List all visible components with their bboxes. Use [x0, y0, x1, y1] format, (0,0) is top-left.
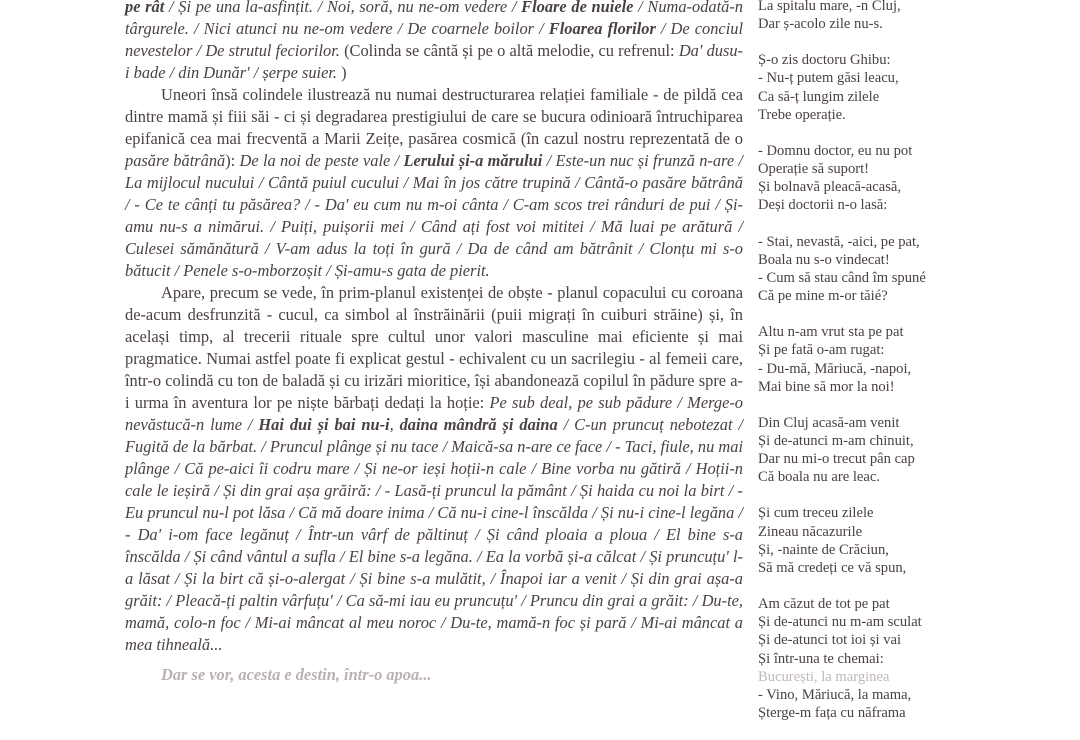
verse-line: Zineau năcazurile: [758, 523, 863, 540]
stanza-1: [758, 0, 1008, 33]
text-run: Da' dusu-i bade / din Dunăr' / șerpe suier.: [125, 41, 743, 82]
verse-line: Trebe operație.: [758, 106, 846, 123]
verse-line: Am căzut de tot pe pat: [758, 596, 890, 613]
verse-line: - Domnu doctor, eu nu pot: [758, 142, 913, 159]
verse-line: Boala nu s-o vindecat!: [758, 251, 890, 268]
verse-line: Operație să suport!: [758, 161, 870, 178]
text-run: ):: [225, 151, 240, 170]
verse-line: - Nu-ț putem găsi leacu,: [758, 70, 899, 87]
right-column-cutoff-line: București, la marginea: [758, 669, 890, 685]
verse-line: Și, -nainte de Crăciun,: [758, 541, 889, 558]
text-run: / Numa-odată-n târgurele. / Nici atunci nu ne-om vedere / De coarnele boilor /: [125, 0, 743, 38]
right-verse-column: [758, 0, 1008, 740]
text-run: Floarea florilor: [548, 19, 656, 38]
text-run: Pe sub deal, pe sub pădure / Merge-o nevăstucă-n lume /: [125, 393, 744, 434]
verse-line: Dar nu mi-o trecut pân cap: [758, 451, 915, 468]
left-column-cutoff-line: Dar se vor, acesta e destin, într-o apoa...: [161, 665, 432, 684]
verse-line: - Du-mă, Măriucă, -napoi,: [758, 360, 912, 377]
stanza-7: [758, 504, 1008, 577]
stanza-4: [758, 233, 1008, 306]
text-run: Floare de nuiele: [521, 0, 634, 16]
verse-line: Altu n-am vrut sta pe pat: [758, 324, 904, 341]
stanza-3: [758, 142, 1008, 215]
stanza-8: [758, 595, 1008, 668]
verse-line: Că pe mine m-or tăié?: [758, 288, 888, 305]
verse-line: Mai bine să mor la noi!: [758, 378, 895, 395]
verse-line: La spitalu mare, -n Cluj,: [758, 0, 901, 14]
text-run: / Și pe una la-asfințit. / Noi, soră, nu ne-om vedere /: [164, 0, 522, 16]
verse-line: Și pe fată o-am rugat:: [758, 342, 885, 359]
text-run: Hai dui și bai nu-i: [258, 415, 390, 434]
text-run: pe rât: [125, 0, 165, 16]
stanza-2: [758, 51, 1008, 124]
verse-line: Ș-o zis doctoru Ghibu:: [758, 52, 891, 69]
verse-line: Că boala nu are leac.: [758, 469, 880, 486]
para-uneori: [125, 84, 743, 282]
text-run: / De conciul nevestelor / De strutul feciorilor.: [125, 19, 743, 60]
verse-line: Și într-una te chemai:: [758, 650, 884, 667]
text-run: / Este-un nuc și frunză n-are / La mijlocul nucului / Cântă puiul cucului / Mai în jos către trupină / Cântă-o pasăre bătrână / - Ce te cânți tu păsărea? / - Da' eu cum nu m-oi cânta / C-am scos trei rânduri de pui / Și-amu nu-s a nimărui. / Puiți, puișorii mei / Când ați fost voi mititei / Mă luai pe arătură / Culesei sămănătură / V-am adus la toți în gură / Da de când am bătrânit / Clonțu mi s-o bătucit / Penele s-o-mborzoșit / Și-amu-s gata de pierit.: [125, 151, 743, 280]
text-run: Uneori însă colindele ilustrează nu numai destructurarea relației familiale - de pildă cea dintre mamă și fiii săi - ci și degradarea prestigiului de care se bucura odinioară întruchiparea epifanică cea mai frecventă a Marii Zeițe, pasărea cosmică (în cazul nostru reprezentată de o: [125, 85, 743, 148]
verse-line: Și de-atunci tot ioi și vai: [758, 632, 902, 649]
text-run: pasăre bătrână: [125, 151, 226, 170]
verse-line: Și bolnavă pleacă-acasă,: [758, 179, 902, 196]
verse-line: Și de-atunci nu m-am sculat: [758, 614, 922, 631]
text-run: De la noi de peste vale /: [239, 151, 404, 170]
verse-line: Să mă credeți ce vă spun,: [758, 559, 907, 576]
verse-line: - Cum să stau când îm spuné: [758, 269, 926, 286]
para-colinda-refren: [125, 0, 743, 84]
text-run: ,: [389, 415, 400, 434]
stanza-6: [758, 414, 1008, 487]
verse-line: Șterge-m fața cu năframa: [758, 704, 906, 721]
stanza-9: [758, 686, 1008, 722]
verse-line: Și de-atunci m-am chinuit,: [758, 432, 914, 449]
stanza-5: [758, 323, 1008, 396]
verse-line: Ca să-ț lungim zilele: [758, 88, 880, 105]
text-run: ): [337, 63, 347, 82]
verse-line: Din Cluj acasă-am venit: [758, 414, 900, 431]
text-run: daina mândră și daina: [399, 415, 558, 434]
verse-line: Deși doctorii n-o lasă:: [758, 197, 888, 214]
verse-line: Dar ș-acolo zile nu-s.: [758, 16, 883, 33]
text-run: Apare, precum se vede, în prim-planul existenței de obște - planul copacului cu coroana de-acum desfrunzită - cucul, ca simbol al înstrăinării (puii migrați în cuiburi străine) și, în același timp, al trecerii rituale spre cultul unor valori masculine mai eficiente și mai pragmatice. Numai astfel poate fi explicat gestul - echivalent cu un sacrilegiu - al femeii care, într-o colindă cu ton de baladă și cu irizări mioritice, își abandonează copilul în pădure spre a-i urma în aventura lor pe niște bărbați dedați la hoție:: [125, 283, 743, 412]
verse-line: - Vino, Măriucă, la mama,: [758, 686, 912, 703]
verse-line: Și cum treceu zilele: [758, 505, 874, 522]
para-apare: [125, 282, 743, 656]
left-text-column: [125, 0, 743, 656]
text-run: (Colinda se cântă și pe o altă melodie, cu refrenul:: [339, 41, 679, 60]
verse-line: - Stai, nevastă, -aici, pe pat,: [758, 233, 920, 250]
text-run: / C-un pruncuț nebotezat / Fugită de la bărbat. / Pruncul plânge și nu tace / Maică-sa n-are ce face / - Taci, fiule, nu mai plânge / Că pe-aici îi codru mare / Și ne-or ieși hoții-n cale / Bine vorba nu gătiră / Hoții-n cale le ieșiră / Și din grai așa grăiră: / - Lasă-ți pruncul la pământ / Și haida cu noi la birt / - Eu pruncul nu-l pot lăsa / Că mă doare inima / Că nu-i cine-l înscălda / Și nu-i cine-l legăna / - Da' i-om face legănuț / Într-un vârf de păltinuț / Și când ploaia a ploua / El bine s-a înscălda / Și când vântul a sufla / El bine s-a legăna. / Ea la vorbă și-a călcat / Și pruncuțu' l-a lăsat / Și la birt că și-o-alergat / Și bine s-a mulătit, / Înapoi iar a venit / Și din grai așa-a grăit: / Pleacă-ți paltin vârfuțu' / Ca să-mi iau eu pruncuțu' / Pruncu din grai a grăit: / Du-te, mamă, colo-n foc / Mi-ai mâncat al meu noroc / Du-te, mamă-n foc și pară / Mi-ai mâncat a mea tihneală...: [125, 415, 743, 654]
text-run: Lerului și-a mărului: [403, 151, 543, 170]
